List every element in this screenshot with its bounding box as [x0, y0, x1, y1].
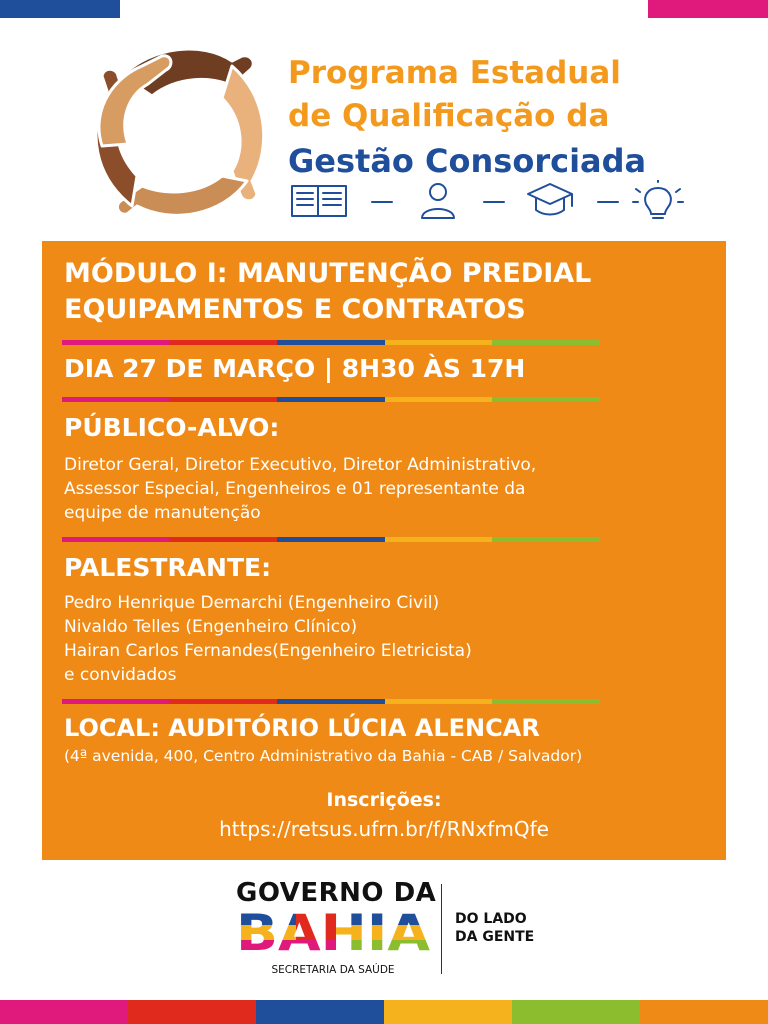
speaker-line: Pedro Henrique Demarchi (Engenheiro Civil)	[64, 593, 440, 613]
speakers-text	[64, 591, 684, 687]
government-title: GOVERNO DA	[236, 878, 437, 908]
graduation-cap-icon	[528, 184, 572, 215]
program-title-line-1: Programa Estadual	[288, 55, 621, 91]
slogan-line-2: DA GENTE	[455, 929, 535, 945]
top-right-color-bar	[648, 0, 768, 18]
module-title-line-1: MÓDULO I: MANUTENÇÃO PREDIAL	[64, 258, 592, 289]
event-info-panel	[42, 241, 726, 860]
speaker-line: Hairan Carlos Fernandes(Engenheiro Eletricista)	[64, 641, 472, 661]
slogan-line-1: DO LADO	[455, 911, 527, 927]
bottom-color-stripe	[0, 1000, 768, 1024]
program-icons-row	[288, 180, 688, 222]
footer-divider	[441, 884, 442, 974]
module-title-line-2: EQUIPAMENTOS E CONTRATOS	[64, 294, 526, 325]
color-stripe-divider	[62, 699, 600, 704]
secretariat-name: SECRETARIA DA SAÚDE	[271, 964, 395, 976]
location-address: (4ª avenida, 400, Centro Administrativo da Bahia - CAB / Salvador)	[64, 747, 583, 765]
color-stripe-divider	[62, 340, 600, 345]
audience-line: Diretor Geral, Diretor Executivo, Diretor Administrativo,	[64, 455, 537, 475]
program-title-line-3: Gestão Consorciada	[288, 142, 647, 180]
audience-line: Assessor Especial, Engenheiros e 01 representante da	[64, 479, 526, 499]
location-heading: LOCAL: AUDITÓRIO LÚCIA ALENCAR	[64, 714, 540, 742]
module-title	[64, 256, 704, 328]
registration-link[interactable]: https://retsus.ufrn.br/f/RNxfmQfe	[219, 817, 549, 841]
event-date: DIA 27 DE MARÇO | 8H30 ÀS 17H	[64, 354, 526, 383]
bahia-wordmark	[236, 910, 430, 954]
book-icon	[292, 186, 346, 216]
government-logo	[236, 878, 436, 976]
speaker-line: Nivaldo Telles (Engenheiro Clínico)	[64, 617, 358, 637]
person-icon	[422, 184, 454, 218]
program-title-line-2: de Qualificação da	[288, 98, 610, 134]
audience-text	[64, 453, 684, 525]
speakers-heading: PALESTRANTE:	[64, 553, 272, 582]
color-stripe-divider	[62, 397, 600, 402]
program-title	[288, 52, 728, 183]
audience-heading: PÚBLICO-ALVO:	[64, 413, 280, 442]
government-slogan	[455, 910, 534, 946]
hands-circle-logo	[82, 36, 274, 226]
lightbulb-icon	[633, 180, 683, 218]
audience-line: equipe de manutenção	[64, 503, 261, 523]
top-left-color-bar	[0, 0, 120, 18]
color-stripe-divider	[62, 537, 600, 542]
registration-label: Inscrições:	[326, 789, 442, 811]
speaker-line: e convidados	[64, 665, 177, 685]
